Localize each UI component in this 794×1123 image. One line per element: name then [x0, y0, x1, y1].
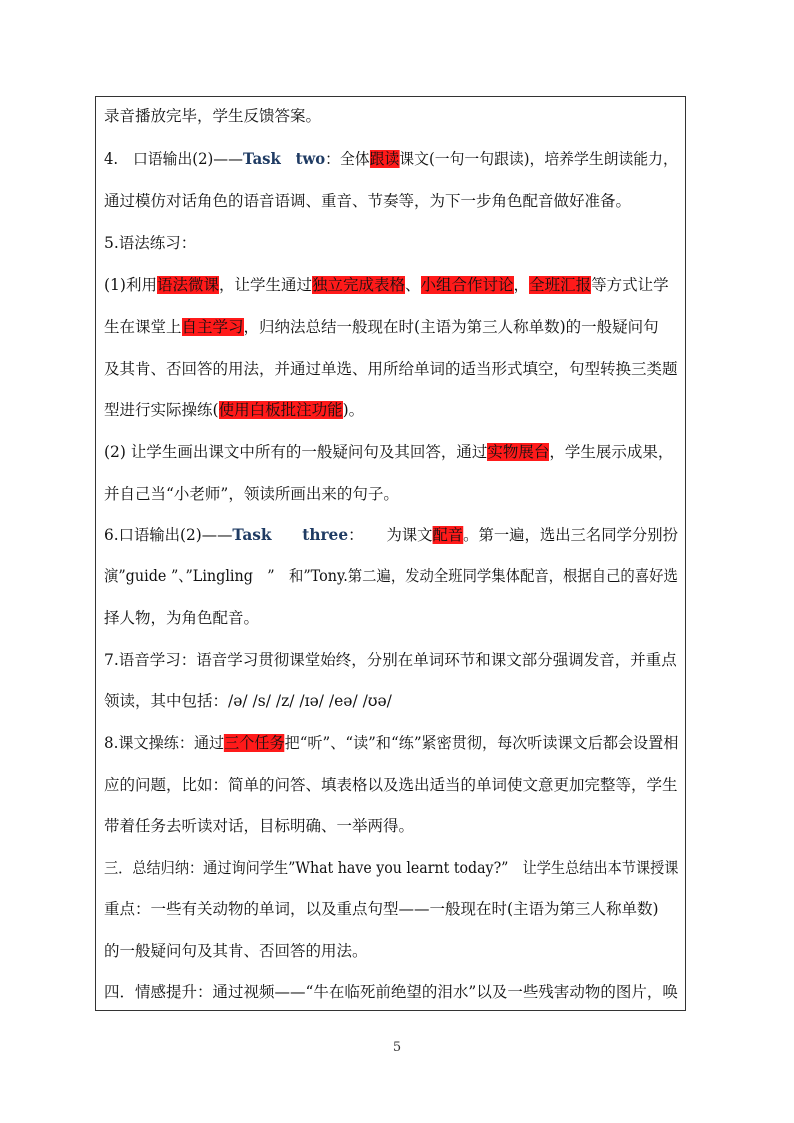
- highlighted-text: 使用白板批注功能: [218, 401, 343, 419]
- highlighted-text: 实物展台: [487, 443, 550, 461]
- highlighted-text: 语法微课: [156, 276, 219, 294]
- highlighted-text: 全班汇报: [529, 276, 592, 294]
- text-line: 四．情感提升：通过视频——“牛在临死前绝望的泪水”以及一些残害动物的图片，唤: [104, 983, 678, 1001]
- text-line: (2) 让学生画出课文中所有的一般疑问句及其回答，通过实物展台，学生展示成果，: [104, 443, 674, 461]
- highlighted-text: 自主学习: [181, 318, 244, 336]
- text-line: 4. 口语输出(2)——Task two：全体跟读课文(一句一句跟读)，培养学生朗读能力，: [104, 149, 678, 168]
- page-number: 5: [392, 1040, 402, 1055]
- text-line: 8.课文操练：通过三个任务把“听”、“读”和“练”紧密贯彻，每次听读课文后都会设置相: [104, 734, 679, 752]
- text-line: 型进行实际操练(使用白板批注功能)。: [104, 401, 365, 419]
- text-line: 领读，其中包括：/ə/ /s/ /z/ /ɪə/ /eə/ /ʊə/: [104, 692, 392, 710]
- text-line: 应的问题，比如：简单的问答、填表格以及选出适当的单词使文意更加完整等，学生: [104, 776, 678, 794]
- text-line: 并自己当“小老师”，领读所画出来的句子。: [104, 485, 399, 503]
- text-line: 7.语音学习：语音学习贯彻课堂始终，分别在单词环节和课文部分强调发音，并重点: [104, 651, 677, 669]
- text-line: 通过模仿对话角色的语音语调、重音、节奏等，为下一步角色配音做好准备。: [104, 192, 632, 210]
- highlighted-text: 跟读: [369, 150, 400, 168]
- highlighted-text: 独立完成表格: [312, 276, 406, 294]
- text-line: 演”guide ”、”Lingling ” 和”Tony.第二遍，发动全班同学集体配音，根据自己的喜好选: [104, 567, 678, 585]
- task-label: Task three: [232, 525, 349, 544]
- text-line: 及其肯、否回答的用法，并通过单选、用所给单词的适当形式填空，句型转换三类题: [104, 360, 678, 378]
- highlighted-text: 小组合作讨论: [420, 276, 514, 294]
- text-line: 生在课堂上自主学习，归纳法总结一般现在时(主语为第三人称单数)的一般疑问句: [104, 318, 659, 336]
- text-line: 录音播放完毕，学生反馈答案。: [104, 107, 322, 125]
- text-line: 带着任务去听读对话，目标明确、一举两得。: [104, 817, 415, 835]
- task-label: Task two: [242, 149, 326, 168]
- text-line: 6.口语输出(2)——Task three： 为课文配音。第一遍，选出三名同学分别扮: [104, 525, 678, 544]
- text-line: 择人物，为角色配音。: [104, 609, 260, 627]
- text-line: 三．总结归纳：通过询问学生”What have you learnt today?” 让学生总结出本节课授课: [104, 859, 679, 877]
- highlighted-text: 三个任务: [224, 734, 285, 752]
- text-line: (1)利用语法微课，让学生通过独立完成表格、小组合作讨论，全班汇报等方式让学: [104, 276, 669, 294]
- text-line: 的一般疑问句及其肯、否回答的用法。: [104, 942, 368, 960]
- highlighted-text: 配音: [432, 526, 464, 544]
- text-line: 重点：一些有关动物的单词，以及重点句型——一般现在时(主语为第三人称单数): [104, 900, 659, 918]
- text-line: 5.语法练习：: [104, 234, 197, 252]
